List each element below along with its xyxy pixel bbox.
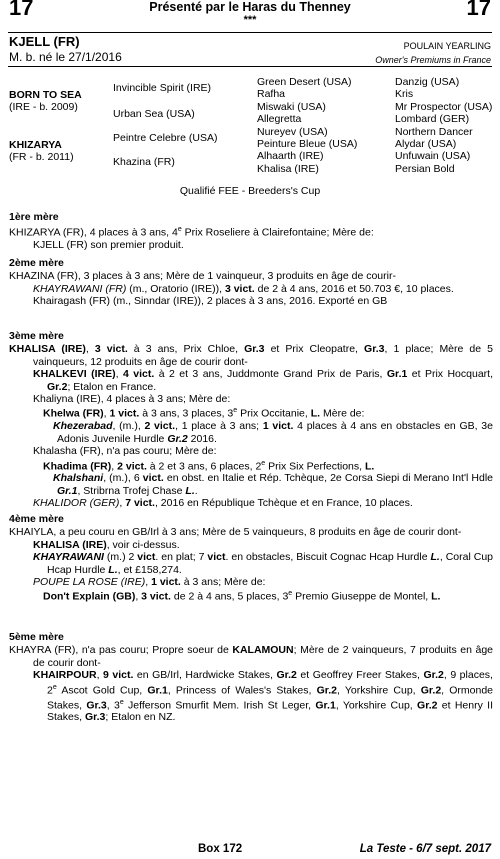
section-fifth-dam (9, 631, 493, 724)
lot-number-left: 17 (9, 0, 34, 20)
dam-info: (FR - b. 2011) (9, 151, 74, 163)
dam-record: KHALISA (IRE), 3 vict. à 3 ans, Prix Chloe, Gr.3 et Prix Cleopatre, Gr.3, 1 place; Mère de 5 vainqueurs, 12 produits en âge de courir dont- (9, 343, 493, 368)
dam-name: KHIZARYA (9, 139, 62, 151)
pedigree-g4: Alydar (USA) (395, 138, 457, 150)
dam-record: KHAYRA (FR), n'a pas couru; Propre soeur de KALAMOUN; Mère de 2 vainqueurs, 7 produits en âge de courir dont- (9, 644, 494, 669)
sale-info: La Teste - 6/7 sept. 2017 (359, 842, 491, 855)
produce-record: KHAIRPOUR, 9 vict. en GB/Irl, Hardwicke Stakes, Gr.2 et Geoffrey Freer Stakes, Gr.2, 9 places, 2e Ascot Gold Cup, Gr.1, Princess of Wales's Stakes, Gr.2, Yorkshire Cup, Gr.2, Ormonde Stakes, Gr.3, 3e Jefferson Smurfit Mem. Irish St Leger, Gr.1, Yorkshire Cup, Gr.2 et Henry II Stakes, Gr.3; Etalon en NZ. (33, 669, 494, 724)
pedigree-g2: Urban Sea (USA) (113, 108, 195, 120)
rule-top (8, 32, 492, 33)
qualification: Qualifié FEE - Breeders's Cup (179, 185, 321, 197)
header-stars: *** (243, 14, 257, 26)
section-title: 3ème mère (9, 330, 64, 342)
produce-record: Khairagash (FR) (m., Sinndar (IRE)), 2 places à 3 ans, 2016. Exporté en GB (33, 295, 388, 308)
pedigree-g4: Persian Bold (395, 163, 455, 175)
section-fourth-dam (9, 513, 493, 603)
pedigree-g4: Unfuwain (USA) (395, 150, 471, 162)
section-title: 4ème mère (9, 513, 64, 525)
produce-record: Khalshani, (m.), 6 vict. en obst. en Italie et Rép. Tchèque, 2e Corsa Siepi di Merano Int'l Hdle Gr.1, Stribrna Trofej Chase L.. (53, 472, 493, 497)
pedigree-g4: Northern Dancer (395, 126, 473, 138)
dam-record: KHAZINA (FR), 3 places à 3 ans; Mère de 1 vainqueur, 3 produits en âge de courir- (9, 270, 396, 283)
produce-record: KHAYRAWANI (m.) 2 vict. en plat; 7 vict. en obstacles, Biscuit Cognac Hcap Hurdle L., Coral Cup Hcap Hurdle L., et £158,274. (33, 551, 494, 576)
horse-category: POULAIN YEARLING (403, 41, 491, 51)
sire-info: (IRE - b. 2009) (9, 101, 78, 113)
section-title: 2ème mère (9, 257, 64, 269)
horse-birth: M. b. né le 27/1/2016 (9, 50, 122, 64)
produce-record: KHALKEVI (IRE), 4 vict. à 2 et 3 ans, Juddmonte Grand Prix de Paris, Gr.1 et Prix Hocquart, Gr.2; Etalon en France. (33, 368, 493, 393)
produce-record: Khadima (FR), 2 vict. à 2 et 3 ans, 6 places, 2e Prix Six Perfections, L. (43, 459, 375, 473)
pedigree-g4: Kris (395, 88, 414, 100)
pedigree-g2: Peintre Celebre (USA) (113, 132, 218, 144)
produce-record: KHALISA (IRE), voir ci-dessus. (33, 538, 180, 551)
pedigree-g3: Nureyev (USA) (257, 126, 328, 138)
pedigree-g2: Invincible Spirit (IRE) (113, 82, 212, 94)
pedigree-g3: Alhaarth (IRE) (257, 150, 324, 162)
section-third-dam (9, 330, 493, 510)
pedigree-g3: Green Desert (USA) (257, 76, 352, 88)
dam-record: KHAIYLA, a peu couru en GB/Irl à 3 ans; Mère de 5 vainqueurs, 8 produits en âge de courir dont- (9, 526, 462, 539)
dam-record: KHIZARYA (FR), 4 places à 3 ans, 4e Prix Roseliere à Clairefontaine; Mère de: (9, 226, 374, 239)
pedigree-g4: Lombard (GER) (395, 113, 470, 125)
pedigree-g4: Mr Prospector (USA) (395, 101, 493, 113)
produce-record: KHALIDOR (GER), 7 vict., 2016 en République Tchèque et en France, 10 places. (33, 497, 413, 510)
pedigree-g3: Allegretta (257, 113, 302, 125)
section-title: 1ère mère (9, 211, 59, 223)
produce-record: Khalasha (FR), n'a pas couru; Mère de: (33, 445, 217, 458)
produce-record: Khaliyna (IRE), 4 places à 3 ans; Mère de: (33, 393, 231, 406)
owner-premiums: Owner's Premiums in France (375, 55, 491, 65)
produce-record: KJELL (FR) son premier produit. (33, 239, 184, 252)
rule-mid (8, 66, 492, 67)
box-number: Box 172 (198, 842, 243, 855)
pedigree-g3: Rafha (257, 88, 286, 100)
produce-record: KHAYRAWANI (FR) (m., Oratorio (IRE)), 3 vict. de 2 à 4 ans, 2016 et 50.703 €, 10 places. (33, 282, 454, 295)
section-first-dam (9, 211, 493, 252)
produce-record: Khelwa (FR), 1 vict. à 3 ans, 3 places, 3e Prix Occitanie, L. Mère de: (43, 407, 365, 420)
pedigree-g3: Peinture Bleue (USA) (257, 138, 358, 150)
sire-name: BORN TO SEA (9, 89, 82, 101)
produce-record: Don't Explain (GB), 3 vict. de 2 à 4 ans, 5 places, 3e Premio Giuseppe de Montel, L. (43, 590, 441, 603)
pedigree-g3: Miswaki (USA) (257, 101, 326, 113)
section-title: 5ème mère (9, 631, 64, 643)
horse-name: KJELL (FR) (9, 34, 80, 49)
section-second-dam (9, 257, 493, 308)
lot-number-right: 17 (466, 0, 491, 20)
pedigree-g3: Khalisa (IRE) (257, 163, 319, 175)
produce-record: Khezerabad, (m.), 2 vict., 1 place à 3 ans; 1 vict. 4 places à 4 ans en obstacles en GB, 3e Adonis Juvenile Hurdle Gr.2 2016. (53, 420, 493, 445)
presenter-title: Présenté par le Haras du Thenney (149, 0, 351, 14)
produce-record: POUPE LA ROSE (IRE), 1 vict. à 3 ans; Mère de: (33, 576, 266, 589)
pedigree-g2: Khazina (FR) (113, 156, 175, 168)
pedigree-g4: Danzig (USA) (395, 76, 460, 88)
